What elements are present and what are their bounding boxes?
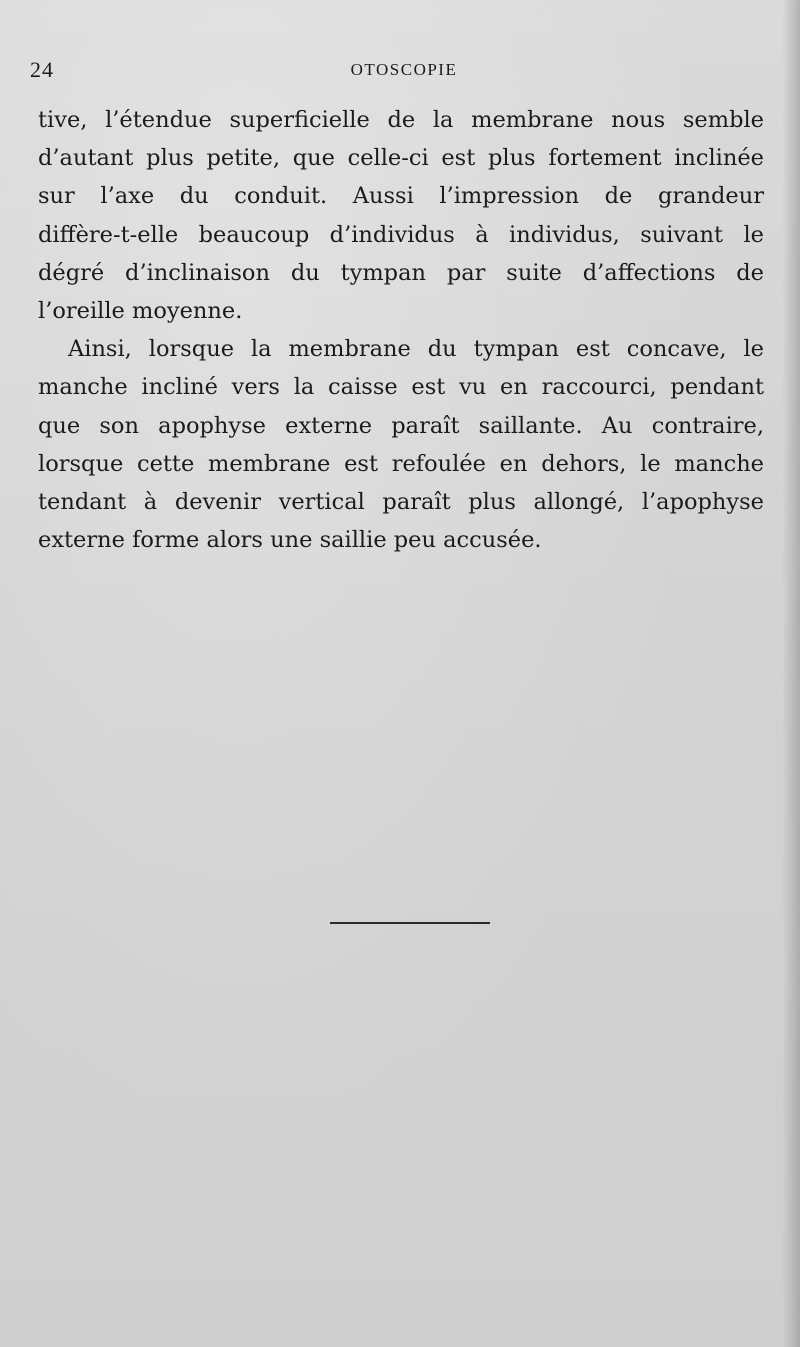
page-number: 24 [30, 57, 54, 82]
body-text [38, 101, 764, 559]
running-title: OTOSCOPIE [350, 60, 458, 79]
paragraph-end-line: externe forme alors une saillie peu accusée. [38, 527, 542, 554]
text-line: lorsque cette membrane est refoulée en dehors, le manche [38, 450, 764, 477]
text-line: d’autant plus petite, que celle-ci est plus fortement inclinée [38, 145, 764, 172]
text-line: diffère-t-elle beaucoup d’individus à individus, suivant le [38, 221, 764, 248]
page-edge-shadow [782, 0, 800, 1347]
text-line: tive, l’étendue superficielle de la membrane nous semble [38, 107, 764, 133]
text-line: tendant à devenir vertical paraît plus allongé, l’apophyse [38, 488, 764, 515]
text-line: manche incliné vers la caisse est vu en raccourci, pendant [38, 374, 764, 401]
text-line: que son apophyse externe paraît saillante. Au contraire, [38, 412, 764, 439]
paragraph-start-line: Ainsi, lorsque la membrane du tympan est concave, le [68, 336, 764, 363]
paragraph-end-line: l’oreille moyenne. [38, 297, 243, 324]
text-line: dégré d’inclinaison du tympan par suite d’affections de [38, 259, 764, 286]
section-end-rule [330, 922, 490, 924]
text-line: sur l’axe du conduit. Aussi l’impression de grandeur [38, 183, 764, 210]
